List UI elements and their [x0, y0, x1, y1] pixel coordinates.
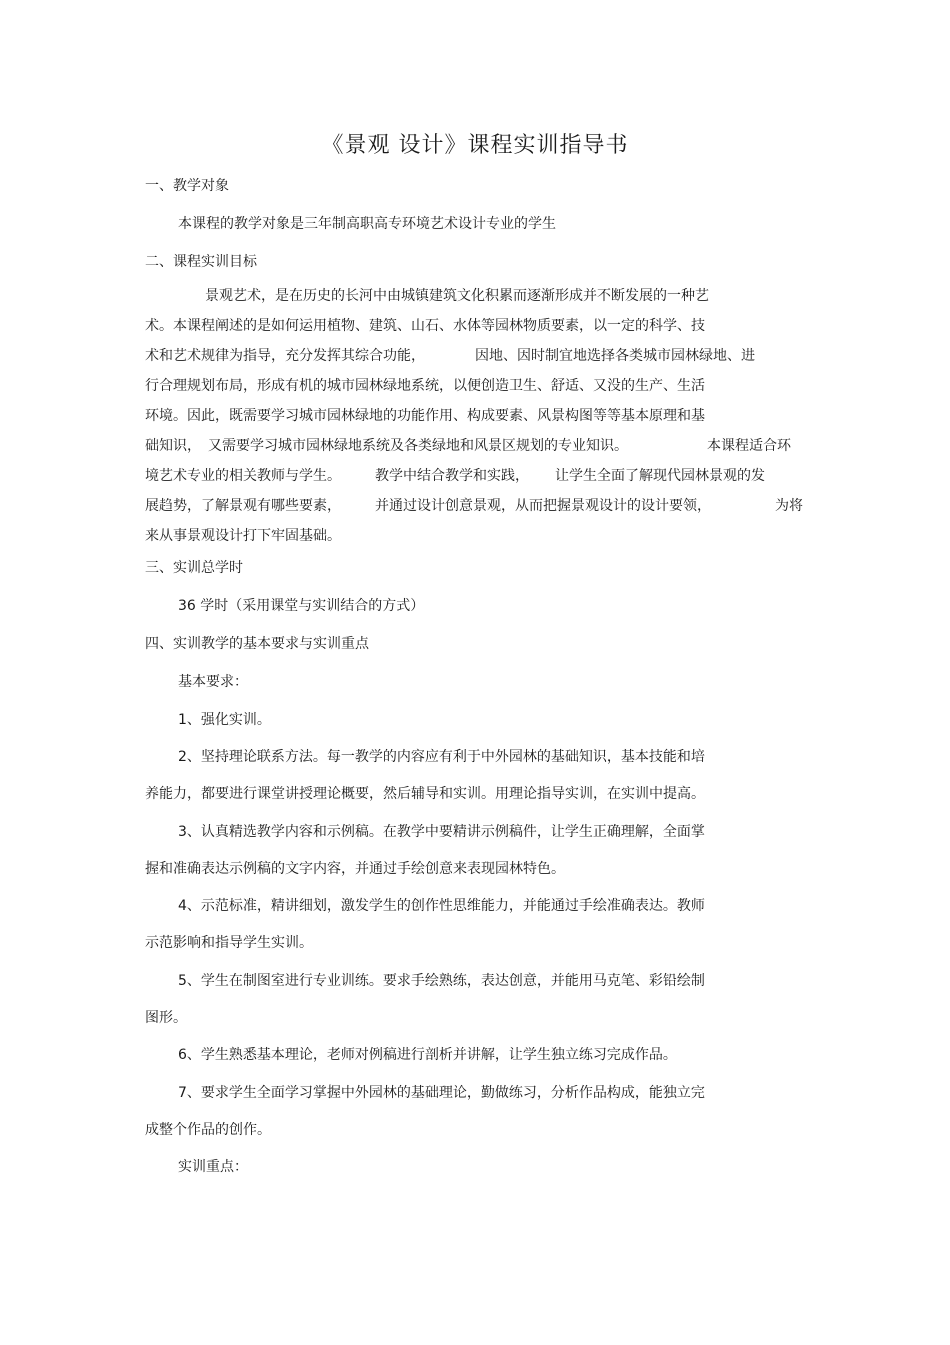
line-segment: 又需要学习城市园林绿地系统及各类绿地和风景区规划的专业知识。	[208, 438, 628, 454]
line-segment: 让学生全面了解现代园林景观的发	[555, 468, 765, 484]
section-heading-2: 二、课程实训目标	[145, 254, 257, 270]
section-heading-4: 四、实训教学的基本要求与实训重点	[145, 636, 369, 652]
requirement-item: 3、认真精选教学内容和示例稿。在教学中要精讲示例稿件，让学生正确理解，全面掌	[178, 824, 705, 840]
requirement-item: 6、学生熟悉基本理论，老师对例稿进行剖析并讲解，让学生独立练习完成作品。	[178, 1047, 677, 1063]
line-segment: 础知识，	[145, 438, 201, 454]
section-2-line: 行合理规划布局，形成有机的城市园林绿地系统，以便创造卫生、舒适、又没的生产、生活	[145, 378, 705, 394]
line-segment: 展趋势，了解景观有哪些要素，	[145, 498, 341, 514]
requirement-item: 1、强化实训。	[178, 712, 271, 728]
section-2-line: 景观艺术，是在历史的长河中由城镇建筑文化积累而逐渐形成并不断发展的一种艺	[205, 288, 709, 304]
line-segment: 教学中结合教学和实践，	[375, 468, 529, 484]
section-2-line: 环境。因此，既需要学习城市园林绿地的功能作用、构成要素、风景构图等等基本原理和基	[145, 408, 705, 424]
line-segment: 因地、因时制宜地选择各类城市园林绿地、进	[475, 348, 755, 364]
section-3-body: 36 学时（采用课堂与实训结合的方式）	[178, 598, 425, 614]
line-segment: 并通过设计创意景观，从而把握景观设计的设计要领，	[375, 498, 711, 514]
training-focus-label: 实训重点：	[178, 1159, 248, 1175]
document-title: 《景观 设计》课程实训指导书	[321, 133, 629, 158]
section-2-line: 术。本课程阐述的是如何运用植物、建筑、山石、水体等园林物质要素，以一定的科学、技	[145, 318, 705, 334]
section-heading-1: 一、教学对象	[145, 178, 229, 194]
requirement-item-continued: 养能力，都要进行课堂讲授理论概要，然后辅导和实训。用理论指导实训，在实训中提高。	[145, 786, 705, 802]
line-segment: 为将	[775, 498, 803, 514]
section-2-line: 来从事景观设计打下牢固基础。	[145, 528, 341, 544]
line-segment: 术和艺术规律为指导，充分发挥其综合功能，	[145, 348, 425, 364]
requirement-item-continued: 成整个作品的创作。	[145, 1122, 271, 1138]
requirement-item: 4、示范标准，精讲细划，激发学生的创作性思维能力，并能通过手绘准确表达。教师	[178, 898, 705, 914]
requirement-item-continued: 示范影响和指导学生实训。	[145, 935, 313, 951]
requirement-item-continued: 图形。	[145, 1010, 187, 1026]
line-segment: 境艺术专业的相关教师与学生。	[145, 468, 341, 484]
line-segment: 本课程适合环	[707, 438, 791, 454]
requirement-item: 2、坚持理论联系方法。每一教学的内容应有利于中外园林的基础知识，基本技能和培	[178, 749, 705, 765]
section-1-body: 本课程的教学对象是三年制高职高专环境艺术设计专业的学生	[178, 216, 556, 232]
requirement-item-continued: 握和准确表达示例稿的文字内容，并通过手绘创意来表现园林特色。	[145, 861, 565, 877]
requirement-item: 7、要求学生全面学习掌握中外园林的基础理论，勤做练习，分析作品构成，能独立完	[178, 1085, 705, 1101]
requirement-item: 5、学生在制图室进行专业训练。要求手绘熟练，表达创意，并能用马克笔、彩铅绘制	[178, 973, 705, 989]
section-heading-3: 三、实训总学时	[145, 560, 243, 576]
basic-requirements-label: 基本要求：	[178, 674, 248, 690]
